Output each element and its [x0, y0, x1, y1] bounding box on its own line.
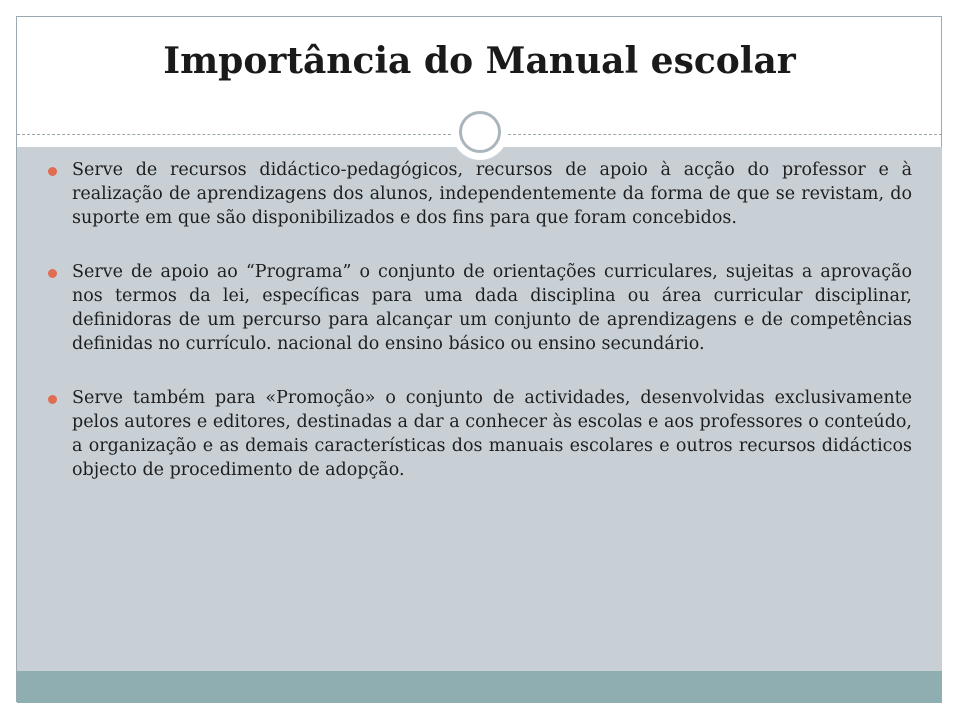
bullet-item	[48, 386, 912, 482]
bullet-text: Serve de recursos didáctico-pedagógicos, recursos de apoio à acção do professor e à realização de aprendizagens dos alunos, independentemente da forma de que se revistam, do suporte em que são disponibilizados e dos fins para que foram concebidos.	[72, 160, 912, 228]
bullet-dot-icon	[48, 269, 57, 278]
ring-icon	[459, 111, 501, 153]
bullet-text: Serve de apoio ao “Programa” o conjunto de orientações curriculares, sujeitas a aprovação nos termos da lei, específicas para uma dada disciplina ou área curricular disciplinar, definidoras de um percurso para alcançar um conjunto de aprendizagens e de competências definidas no currículo. nacional do ensino básico ou ensino secundário.	[72, 262, 912, 354]
bullet-text: Serve também para «Promoção» o conjunto de actividades, desenvolvidas exclusivamente pelos autores e editores, destinadas a dar a conhecer às escolas e aos professores o conteúdo, a organização e as demais características dos manuais escolares e outros recursos didácticos objecto de procedimento de adopção.	[72, 388, 912, 480]
bullet-item	[48, 260, 912, 356]
bullet-list	[48, 158, 912, 512]
footer-band	[17, 671, 942, 703]
slide-title: Importância do Manual escolar	[163, 40, 796, 82]
bullet-dot-icon	[48, 395, 57, 404]
bullet-dot-icon	[48, 167, 57, 176]
bullet-item	[48, 158, 912, 230]
